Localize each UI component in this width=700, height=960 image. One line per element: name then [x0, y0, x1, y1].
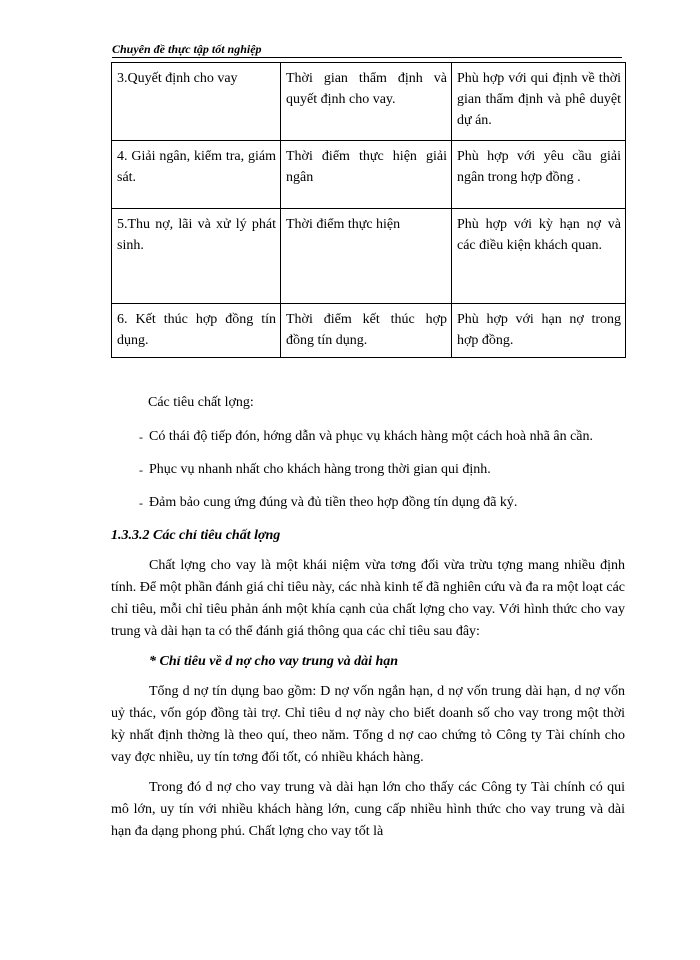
intro-text: Các tiêu chất lợng: [148, 395, 254, 410]
table-cell: Phù hợp với qui định về thời gian thẩm định và phê duyệt dự án. [452, 63, 626, 141]
table-cell: 5.Thu nợ, lãi và xử lý phát sinh. [112, 209, 281, 304]
table-cell: 3.Quyết định cho vay [112, 63, 281, 141]
paragraph: Tổng d nợ tín dụng bao gồm: D nợ vốn ngắn hạn, d nợ vốn trung dài hạn, d nợ vốn uỷ thác, vốn góp đồng tài trợ. Chỉ tiêu d nợ này cho biết doanh số cho vay trong một thời kỳ nhất định thờng là theo quí, theo năm. Tổng d nợ cao chứng tỏ Công ty Tài chính cho vay đợc nhiều, uy tín tơng đối tốt, có nhiều khách hàng. [111, 684, 625, 765]
header-title: Chuyên đề thực tập tốt nghiệp [112, 42, 262, 56]
table-row [112, 304, 626, 358]
paragraph: Trong đó d nợ cho vay trung và dài hạn lớn cho thấy các Công ty Tài chính có qui mô lớn, uy tín với nhiều khách hàng lớn, cung cấp nhiều hình thức cho vay trung và dài hạn đa dạng phong phú. Chất lợng cho vay tốt là [111, 780, 625, 839]
sub-heading: * Chỉ tiêu về d nợ cho vay trung và dài hạn [149, 654, 399, 669]
table-row [112, 209, 626, 304]
list-item-text: Phục vụ nhanh nhất cho khách hàng trong thời gian qui định. [149, 462, 491, 477]
list-item [139, 426, 625, 448]
table-row [112, 141, 626, 209]
bullet-dash: - [139, 496, 143, 510]
table-cell: Thời gian thẩm định và quyết định cho vay. [281, 63, 452, 141]
table-cell: Phù hợp với yêu cầu giải ngân trong hợp đồng . [452, 141, 626, 209]
table-cell: Thời điểm thực hiện giải ngân [281, 141, 452, 209]
section-heading: 1.3.3.2 Các chỉ tiêu chất lợng [111, 528, 281, 543]
table-cell: Thời điểm thực hiện [281, 209, 452, 304]
table-cell: Phù hợp với hạn nợ trong hợp đồng. [452, 304, 626, 358]
table-cell: 4. Giải ngân, kiểm tra, giám sát. [112, 141, 281, 209]
table-cell: 6. Kết thúc hợp đồng tín dụng. [112, 304, 281, 358]
table-cell: Thời điểm kết thúc hợp đồng tín dụng. [281, 304, 452, 358]
list-item-text: Có thái độ tiếp đón, hớng dẫn và phục vụ khách hàng một cách hoà nhã ân cần. [149, 429, 594, 444]
table-cell: Phù hợp với kỳ hạn nợ và các điều kiện khách quan. [452, 209, 626, 304]
paragraph: Chất lợng cho vay là một khái niệm vừa tơng đối vừa trừu tợng mang nhiều định tính. Để một phần đánh giá chỉ tiêu này, các nhà kinh tế đã nghiên cứu và đa ra một loạt các chỉ tiêu, mỗi chỉ tiêu phản ánh một khía cạnh của chất lợng cho vay. Với hình thức cho vay trung và dài hạn ta có thể đánh giá thông qua các chỉ tiêu sau đây: [111, 558, 626, 639]
process-table [111, 62, 626, 358]
list-item [139, 492, 625, 514]
list-item [139, 459, 625, 481]
bullet-dash: - [139, 463, 143, 477]
bullet-dash: - [139, 430, 143, 444]
page-header [112, 42, 622, 58]
list-item-text: Đảm bảo cung ứng đúng và đủ tiền theo hợp đồng tín dụng đã ký. [149, 495, 518, 510]
table-row [112, 63, 626, 141]
body-content [111, 392, 625, 851]
